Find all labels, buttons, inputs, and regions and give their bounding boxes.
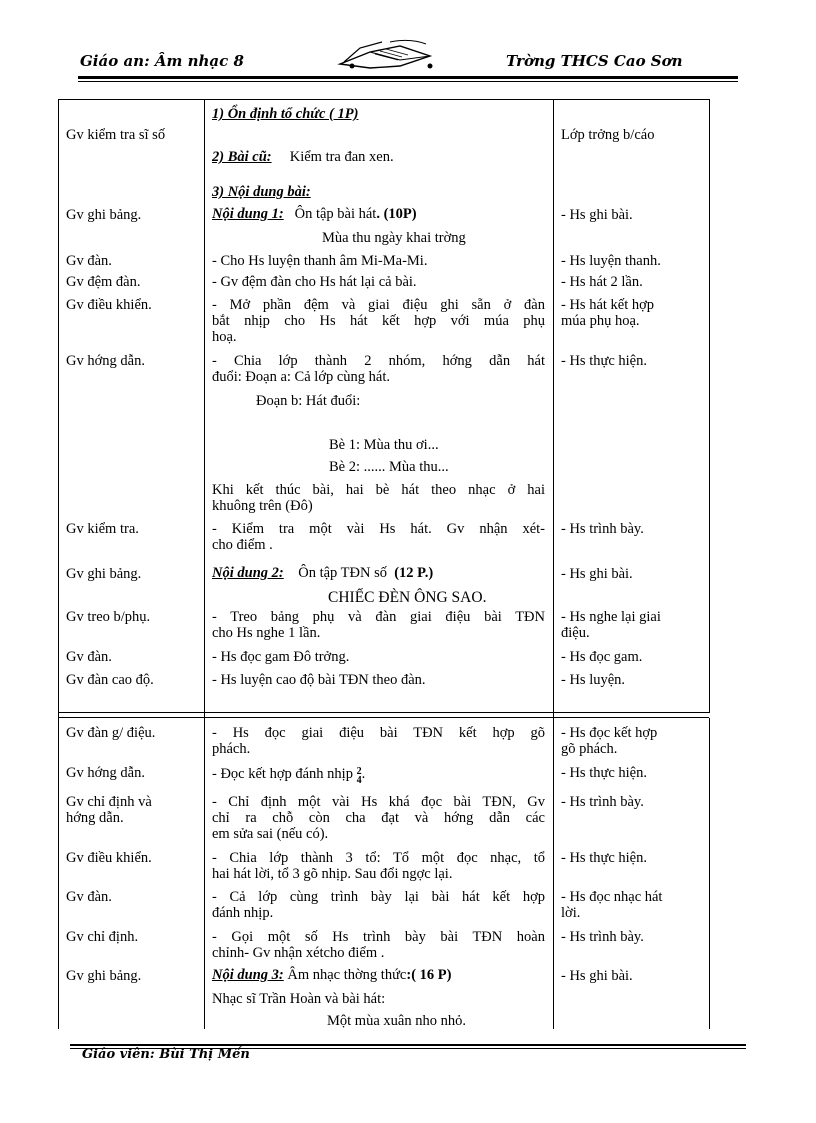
old-lesson-label: 2) Bài cũ: xyxy=(212,149,272,165)
student-action: - Hs đọc kết hợp xyxy=(561,725,658,741)
activity xyxy=(212,766,365,785)
activity-text: - Đọc kết hợp đánh nhịp xyxy=(212,766,353,782)
teacher-action: Gv đàn g/ điệu. xyxy=(66,725,156,741)
time-sig-bottom: 4 xyxy=(356,775,362,786)
activity: chỉnh- Gv nhận xétcho điểm . xyxy=(212,945,385,961)
table-col-divider-1 xyxy=(204,99,205,1029)
teacher-action: Gv điều khiển. xyxy=(66,850,152,866)
activity: - Hs đọc giai điệu bài TĐN kết hợp gõ xyxy=(212,725,545,741)
teacher-action: Gv chỉ định và xyxy=(66,794,152,810)
activity: - Gv đệm đàn cho Hs hát lại cả bài. xyxy=(212,274,417,290)
section-content: 3) Nội dung bài: xyxy=(212,184,311,200)
activity: đuổi: Đoạn a: Cả lớp cùng hát. xyxy=(212,369,391,385)
student-action: lời. xyxy=(561,905,581,921)
activity: - Hs đọc gam Đô trởng. xyxy=(212,649,350,665)
content-1-text: Ôn tập bài hát xyxy=(294,206,377,222)
student-action: - Hs thực hiện. xyxy=(561,353,647,369)
activity: Nhạc sĩ Trần Hoàn và bài hát: xyxy=(212,991,386,1007)
student-action: - Hs ghi bài. xyxy=(561,207,633,223)
teacher-action: Gv điều khiển. xyxy=(66,297,152,313)
teacher-action: Gv đàn. xyxy=(66,253,112,269)
activity: hoạ. xyxy=(212,329,237,345)
content-2-label: Nội dung 2: xyxy=(212,565,284,581)
part-1: Bè 1: Mùa thu ơi... xyxy=(329,437,439,453)
table-top-border xyxy=(58,99,709,100)
table-right-border-lower xyxy=(709,718,710,1029)
teacher-action: Gv đàn. xyxy=(66,889,112,905)
content-3-time: :( 16 P) xyxy=(406,967,452,983)
teacher-action: Gv đàn cao độ. xyxy=(66,672,154,688)
activity: - Chỉ định một vài Hs khá đọc bài TĐN, Gv xyxy=(212,794,545,810)
student-action: múa phụ hoạ. xyxy=(561,313,640,329)
student-action: gõ phách. xyxy=(561,741,618,757)
teacher-action: Gv đệm đàn. xyxy=(66,274,141,290)
student-action: - Hs nghe lại giai xyxy=(561,609,661,625)
content-1-heading xyxy=(212,206,417,222)
activity-end: . xyxy=(361,766,366,782)
activity: phách. xyxy=(212,741,251,757)
activity: Khi kết thúc bài, hai bè hát theo nhạc ở hai xyxy=(212,482,545,498)
page-break-border-bottom xyxy=(58,717,709,718)
teacher-action: Gv treo b/phụ. xyxy=(66,609,151,625)
student-action: - Hs hát kết hợp xyxy=(561,297,655,313)
activity: - Treo bảng phụ và đàn giai điệu bài TĐN xyxy=(212,609,545,625)
teacher-action: Gv ghi bảng. xyxy=(66,566,142,582)
student-action: - Hs trình bày. xyxy=(561,521,644,537)
student-action: - Hs luyện thanh. xyxy=(561,253,661,269)
activity: - Kiểm tra một vài Hs hát. Gv nhận xét- xyxy=(212,521,545,537)
part-2: Bè 2: ...... Mùa thu... xyxy=(329,459,449,475)
content-3-heading xyxy=(212,967,451,983)
student-action: - Hs trình bày. xyxy=(561,794,644,810)
header-rule-thin xyxy=(78,81,738,82)
teacher-action: Gv ghi bảng. xyxy=(66,968,142,984)
activity: Đoạn b: Hát đuổi: xyxy=(256,393,361,409)
header-school: Trờng THCS Cao Sơn xyxy=(506,52,683,70)
teacher-action: Gv chỉ định. xyxy=(66,929,139,945)
student-action: - Hs thực hiện. xyxy=(561,765,647,781)
activity: cho Hs nghe 1 lần. xyxy=(212,625,321,641)
activity: - Cả lớp cùng trình bày lại bài hát kết hợp xyxy=(212,889,545,905)
student-action: - Hs luyện. xyxy=(561,672,626,688)
activity: - Mở phần đệm và giai điệu ghi sẵn ở đàn xyxy=(212,297,545,313)
content-3-label: Nội dung 3: xyxy=(212,967,284,983)
table-left-border xyxy=(58,99,59,1029)
activity: em sửa sai (nếu có). xyxy=(212,826,329,842)
activity: - Hs luyện cao độ bài TĐN theo đàn. xyxy=(212,672,426,688)
book-desk-logo-icon xyxy=(330,38,450,72)
table-col-divider-2 xyxy=(553,99,554,1029)
teacher-action: Gv ghi bảng. xyxy=(66,207,142,223)
table-right-border xyxy=(709,99,710,713)
activity: chỉ ra chỗ còn cha đạt và hớng dẫn các xyxy=(212,810,545,826)
student-action: Lớp trởng b/cáo xyxy=(561,127,655,143)
student-action: - Hs đọc nhạc hát xyxy=(561,889,663,905)
page-break-border-top xyxy=(58,712,709,713)
student-action: - Hs đọc gam. xyxy=(561,649,643,665)
activity: đánh nhịp. xyxy=(212,905,274,921)
student-action: - Hs hát 2 lần. xyxy=(561,274,643,290)
teacher-action: Gv hớng dẫn. xyxy=(66,353,145,369)
teacher-action: Gv kiểm tra sĩ số xyxy=(66,127,166,143)
header-rule-thick xyxy=(78,76,738,79)
teacher-action: Gv hớng dẫn. xyxy=(66,765,145,781)
content-1-time: . (10P) xyxy=(376,206,417,222)
student-action: - Hs ghi bài. xyxy=(561,566,633,582)
time-sig-top: 2 xyxy=(356,766,362,777)
teacher-action: Gv kiểm tra. xyxy=(66,521,139,537)
content-2-time: (12 P.) xyxy=(394,565,434,581)
footer-rule-thick xyxy=(70,1044,746,1046)
content-2-text: Ôn tập TĐN số xyxy=(298,565,387,581)
header-subject: Giáo an: Âm nhạc 8 xyxy=(80,52,244,70)
footer-teacher: Giáo viên: Bùi Thị Mến xyxy=(82,1047,250,1062)
section-stabilize: 1) Ổn định tổ chức ( 1P) xyxy=(212,106,359,122)
student-action: - Hs trình bày. xyxy=(561,929,644,945)
activity: cho điểm . xyxy=(212,537,273,553)
content-2-heading xyxy=(212,565,433,581)
activity: - Gọi một số Hs trình bày bài TĐN hoàn xyxy=(212,929,545,945)
student-action: điệu. xyxy=(561,625,590,641)
student-action: - Hs ghi bài. xyxy=(561,968,633,984)
teacher-action: Gv đàn. xyxy=(66,649,112,665)
teacher-action: hớng dẫn. xyxy=(66,810,124,826)
song-title: Một mùa xuân nho nhỏ. xyxy=(327,1013,466,1029)
content-1-label: Nội dung 1: xyxy=(212,206,284,222)
activity: - Chia lớp thành 3 tổ: Tổ một đọc nhạc, tổ xyxy=(212,850,545,866)
student-action: - Hs thực hiện. xyxy=(561,850,647,866)
tdn-title: CHIẾC ĐÈN ÔNG SAO. xyxy=(328,589,487,606)
activity: bắt nhịp cho Hs hát kết hợp với múa phụ xyxy=(212,313,545,329)
activity: - Cho Hs luyện thanh âm Mi-Ma-Mi. xyxy=(212,253,428,269)
song-title: Mùa thu ngày khai trờng xyxy=(322,230,466,246)
activity: hai hát lời, tổ 3 gõ nhịp. Sau đổi ngợc lại. xyxy=(212,866,453,882)
old-lesson-text: Kiểm tra đan xen. xyxy=(289,149,394,165)
old-lesson-line xyxy=(212,149,394,165)
content-3-text: Âm nhạc thờng thức xyxy=(287,967,407,983)
activity: - Chia lớp thành 2 nhóm, hớng dẫn hát xyxy=(212,353,545,369)
activity: khuông trên (Đô) xyxy=(212,498,313,514)
